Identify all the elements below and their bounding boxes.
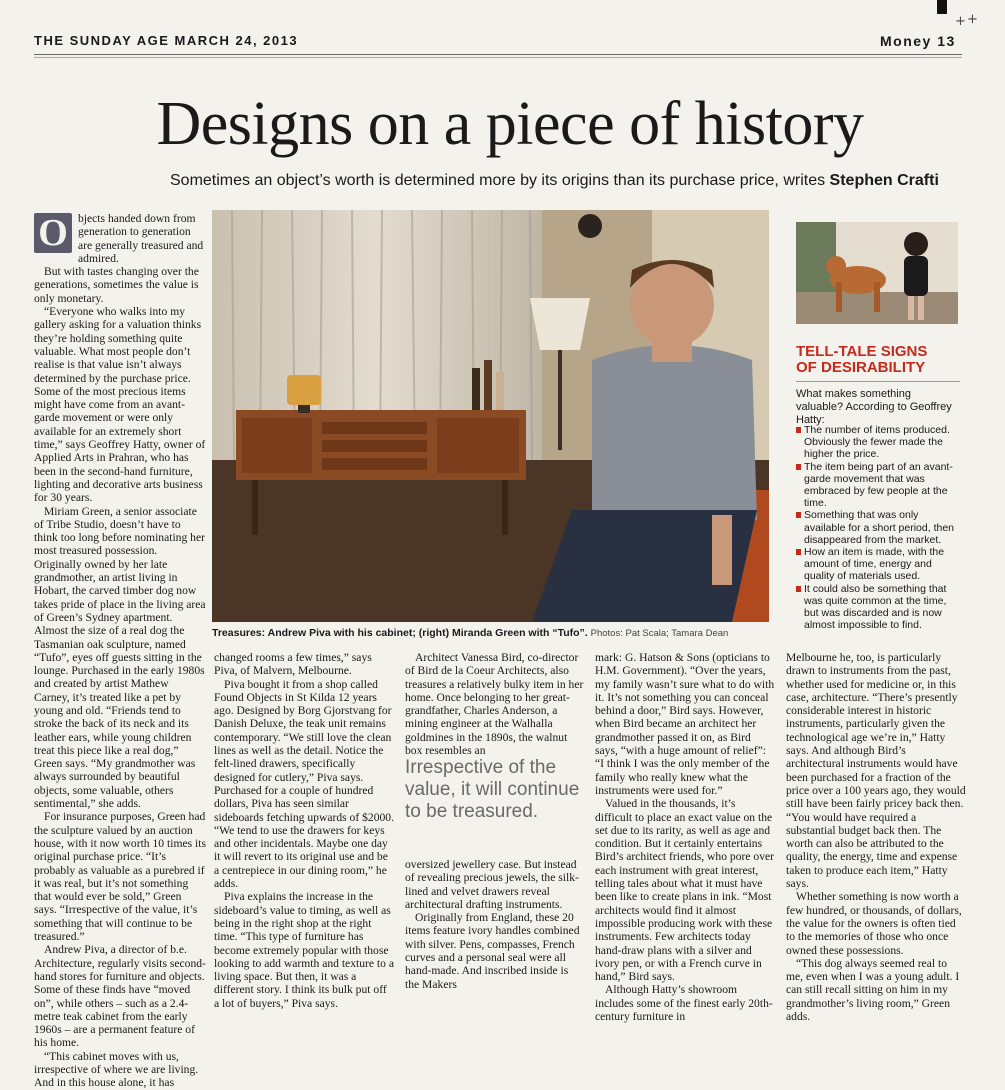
- sidebar-title: [796, 344, 966, 376]
- photo-andrew-piva-cabinet: [212, 210, 769, 622]
- sidebar-title-line-2: OF DESIRABILITY: [796, 359, 926, 376]
- registration-mark: [937, 0, 947, 14]
- article-column-3-top: [405, 651, 585, 758]
- paragraph: Melbourne he, too, is particularly drawn to instruments from the past, whether used for medicine or, in this case, architecture. “There’s presently considerable interest in historic instruments, particularly given the technological age we’re in,” Hatty says. And although Bird’s architectural instruments would have been purchased for a fraction of the price over a 100 years ago, they would still have been fairly pricey back then. “You would have required a substantial budget back then. The worth can also be attributed to the quality, the energy, time and expense taken to produce each item,” Hatty says.: [786, 651, 966, 891]
- list-item: Something that was only available for a short period, then disappeared from the market.: [796, 509, 962, 546]
- paragraph: Miriam Green, a senior associate of Tribe Studio, doesn’t have to think too long before nominating her most treasured possession. Originally owned by her late grandmother, an artist living in Hobart, the carved timber dog now takes pride of place in the living area of Green’s Sydney apartment. Almost the size of a real dog the Tasmanian oak sculpture, named “Tufo”, eyes off guests sitting in the lounge. Purchased in the early 1980s and created by artist Mathew Carney, it’s treated like a pet by young and old. “Friends tend to stroke the back of its neck and its leather ears, while young children treat this piece like a real dog,” Green says. “My grandmother was always surrounded by beautiful objects, some valuable, others sentimental,” she adds.: [34, 504, 206, 811]
- headline: Designs on a piece of history: [156, 90, 864, 158]
- paper-date: THE SUNDAY AGE MARCH 24, 2013: [34, 33, 299, 48]
- article-column-3-bottom: [405, 858, 585, 990]
- paragraph: Andrew Piva, a director of b.e. Architecture, regularly visits second-hand stores for furniture and objects. Some of these finds have “moved on”, while others – such as a 2.4-metre teak cabinet from the early 1960s – are a permanent feature of his home.: [34, 943, 206, 1050]
- article-column-5: [786, 651, 966, 1024]
- photo-illustration: [796, 222, 958, 324]
- paragraph: changed rooms a few times,” says Piva, of Malvern, Melbourne.: [214, 651, 372, 678]
- photo-credit: Photos: Pat Scala; Tamara Dean: [590, 628, 729, 639]
- caption-text: Treasures: Andrew Piva with his cabinet; (right) Miranda Green with “Tufo”.: [212, 627, 588, 639]
- list-item: How an item is made, with the amount of time, energy and quality of materials used.: [796, 546, 962, 583]
- paragraph: Although Hatty’s showroom includes some of the finest early 20th-century furniture in: [595, 983, 773, 1024]
- photo-miranda-green-tufo: [796, 222, 958, 324]
- pull-quote: Irrespective of the value, it will continue to be treasured.: [405, 757, 580, 822]
- paragraph: “This dog always seemed real to me, even when I was a young adult. I can still recall sitting on him in my grandmother’s living room,” Green adds.: [786, 956, 960, 1024]
- paragraph: Architect Vanessa Bird, co-director of Bird de la Coeur Architects, also treasures a relatively bulky item in her home. Once belonging to her great-grandfather, Charles Anderson, a mining engineer at the Walhalla goldmines in the 1890s, the walnut box resembles an: [405, 651, 584, 758]
- paragraph: “This cabinet moves with us, irrespective of where we are living. And in this house alone, it has: [34, 1049, 199, 1090]
- paragraph: Piva bought it from a shop called Found Objects in St Kilda 12 years ago. Designed by Borg Gjorstvang for Danish Deluxe, the teak unit remains contemporary. “We still love the clean lines as well as the detail. Notice the felt-lined drawers, specifically designed for cutlery,” Piva says. Purchased for a couple of hundred dollars, Piva has seen similar sideboards fetching upwards of $2000. “We tend to use the drawers for keys and other incidentals. Maybe one day it will revert to its original use and be a centrepiece in our dining room,” he adds.: [214, 677, 394, 891]
- sidebar-title-line-1: TELL-TALE SIGNS: [796, 343, 928, 360]
- sidebar-rule: [796, 381, 960, 382]
- paragraph: Originally from England, these 20 items feature ivory handles combined with silver. Pens, compasses, French curves and a personal seal were all hand-made. And inscribed inside is the Makers: [405, 911, 580, 991]
- paragraph: mark: G. Hatson & Sons (opticians to H.M. Government). “Over the years, my family wasn’t sure what to do with it. It’s not something you can conceal behind a door,” Bird says. However, when Bird became an architect her grandmother passed it on, as Bird says, “with a huge amount of relief”: “I think I was the only member of the family who really knew what the instruments were used for.”: [595, 651, 775, 797]
- photo-caption: [212, 627, 772, 639]
- paragraph: oversized jewellery case. But instead of revealing precious jewels, the silk-lined and velvet drawers reveal architectural drafting instruments.: [405, 858, 579, 911]
- crop-mark-icon: +: [955, 14, 966, 29]
- header-rule: [34, 54, 962, 55]
- author-byline: Stephen Crafti: [829, 172, 939, 189]
- paragraph: But with tastes changing over the generations, sometimes the value is only monetary.: [34, 265, 199, 305]
- list-item: The number of items produced. Obviously the fewer made the higher the price.: [796, 424, 962, 461]
- article-column-4: [595, 651, 775, 1024]
- standfirst: [170, 172, 990, 190]
- crop-mark-icon: +: [967, 12, 978, 27]
- list-item: It could also be something that was quite common at the time, but was discarded and is now almost impossible to find.: [796, 583, 962, 632]
- header-rule: [34, 57, 962, 58]
- paragraph: Valued in the thousands, it’s difficult to place an exact value on the set due to its rarity, as well as age and condition. But it certainly entertains Bird’s architect friends, who pore over each instrument with great interest, telling tales about what it must have been like to create plans in ink. “Most architects would find it almost impossible producing work with these instruments. Few architects today hand-draw plans with a silver and ivory pen, or with a French curve in hand,” Bird says.: [595, 797, 775, 984]
- article-column-2: [214, 651, 394, 1010]
- paragraph: Whether something is now worth a few hundred, or thousands, of dollars, the value for the owners is often tied to the memories of those who once owned these possessions.: [786, 890, 962, 957]
- list-item: The item being part of an avant-garde movement that was embraced by few people at the time.: [796, 461, 962, 510]
- photo-illustration: [212, 210, 769, 622]
- standfirst-text: Sometimes an object’s worth is determined more by its origins than its purchase price, writes: [170, 172, 826, 189]
- paragraph: Piva explains the increase in the sideboard’s value to timing, as well as being in the right shop at the right time. “This type of furniture has become extremely popular with those looking to add warmth and texture to a living space. But then, it was a different story. I think its bulk put off a lot of buyers,” Piva says.: [214, 890, 394, 1010]
- drop-cap: O: [34, 213, 72, 253]
- paragraph: For insurance purposes, Green had the sculpture valued by an auction house, with it now worth 10 times its original purchase price. “It’s probably as valuable as a purebred if it was real, but it’s not something that would ever be sold,” Green says. “Irrespective of the value, it’s something that will continue to be treasured.”: [34, 810, 206, 944]
- paragraph: bjects handed down from generation to generation are generally treasured and admired.: [78, 212, 204, 265]
- sidebar-list: [796, 424, 962, 631]
- sidebar-intro: What makes something valuable? According to Geoffrey Hatty:: [796, 388, 952, 426]
- section-page: Money 13: [880, 33, 956, 49]
- paragraph: “Everyone who walks into my gallery asking for a valuation thinks they’re holding something quite valuable. What most people don’t realise is that value isn’t always determined by the purchase price. Some of the most precious items might have come from an avant-garde movement or were only available for an extremely short time,” says Geoffrey Hatty, owner of Applied Arts in Prahran, who has been in the second-hand furniture, lighting and decorative arts business for 30 years.: [34, 305, 206, 505]
- article-column-1: [34, 212, 206, 1090]
